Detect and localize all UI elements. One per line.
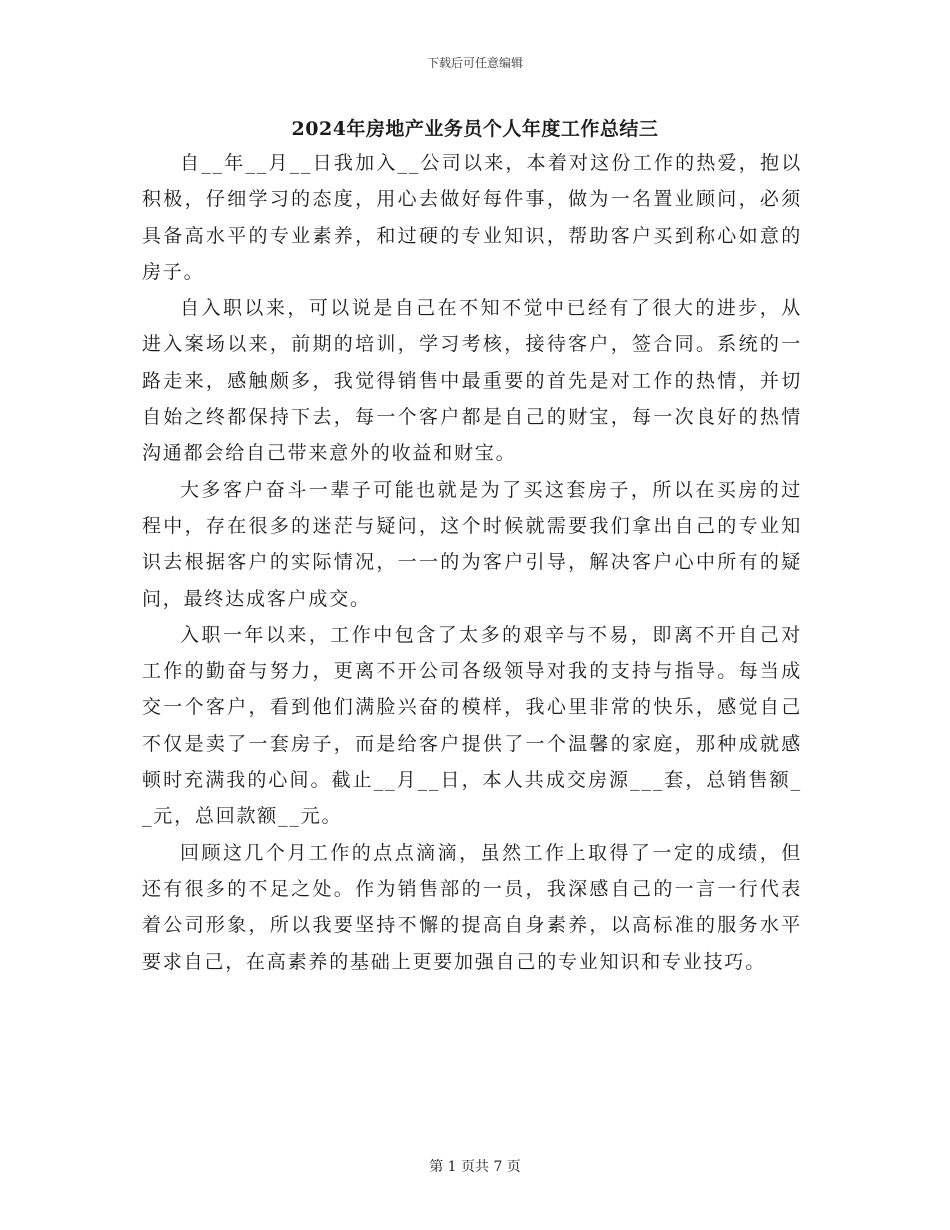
paragraph-2: 自入职以来，可以说是自己在不知不觉中已经有了很大的进步，从进入案场以来，前期的培训，学习考核，接待客户，签合同。系统的一路走来，感触颇多，我觉得销售中最重要的首先是对工作的热情，并切自始之终都保持下去，每一个客户都是自己的财宝，每一次良好的热情沟通都会给自己带来意外的收益和财宝。 <box>142 297 802 465</box>
page-number: 第 1 页共 7 页 <box>429 1159 521 1175</box>
paragraph-5: 回顾这几个月工作的点点滴滴，虽然工作上取得了一定的成绩，但还有很多的不足之处。作为销售部的一员，我深感自己的一言一行代表着公司形象，所以我要坚持不懈的提高自身素养，以高标准的服务水平要求自己，在高素养的基础上更要加强自己的专业知识和专业技巧。 <box>142 841 802 973</box>
document-body <box>142 145 802 980</box>
paragraph-4: 入职一年以来，工作中包含了太多的艰辛与不易，即离不开自己对工作的勤奋与努力，更离不开公司各级领导对我的支持与指导。每当成交一个客户，看到他们满脸兴奋的模样，我心里非常的快乐，感觉自己不仅是卖了一套房子，而是给客户提供了一个温馨的家庭，那种成就感顿时充满我的心间。截止__月__日，本人共成交房源___套，总销售额__元，总回款额__元。 <box>142 623 802 828</box>
paragraph-3: 大多客户奋斗一辈子可能也就是为了买这套房子，所以在买房的过程中，存在很多的迷茫与疑问，这个时候就需要我们拿出自己的专业知识去根据客户的实际情况，一一的为客户引导，解决客户心中所有的疑问，最终达成客户成交。 <box>142 478 802 610</box>
document-title: 2024年房地产业务员个人年度工作总结三 <box>291 118 659 140</box>
paragraph-1: 自__年__月__日我加入__公司以来，本着对这份工作的热爱，抱以积极，仔细学习的态度，用心去做好每件事，做为一名置业顾问，必须具备高水平的专业素养，和过硬的专业知识，帮助客户买到称心如意的房子。 <box>142 152 802 283</box>
header-note: 下载后可任意编辑 <box>426 56 523 70</box>
